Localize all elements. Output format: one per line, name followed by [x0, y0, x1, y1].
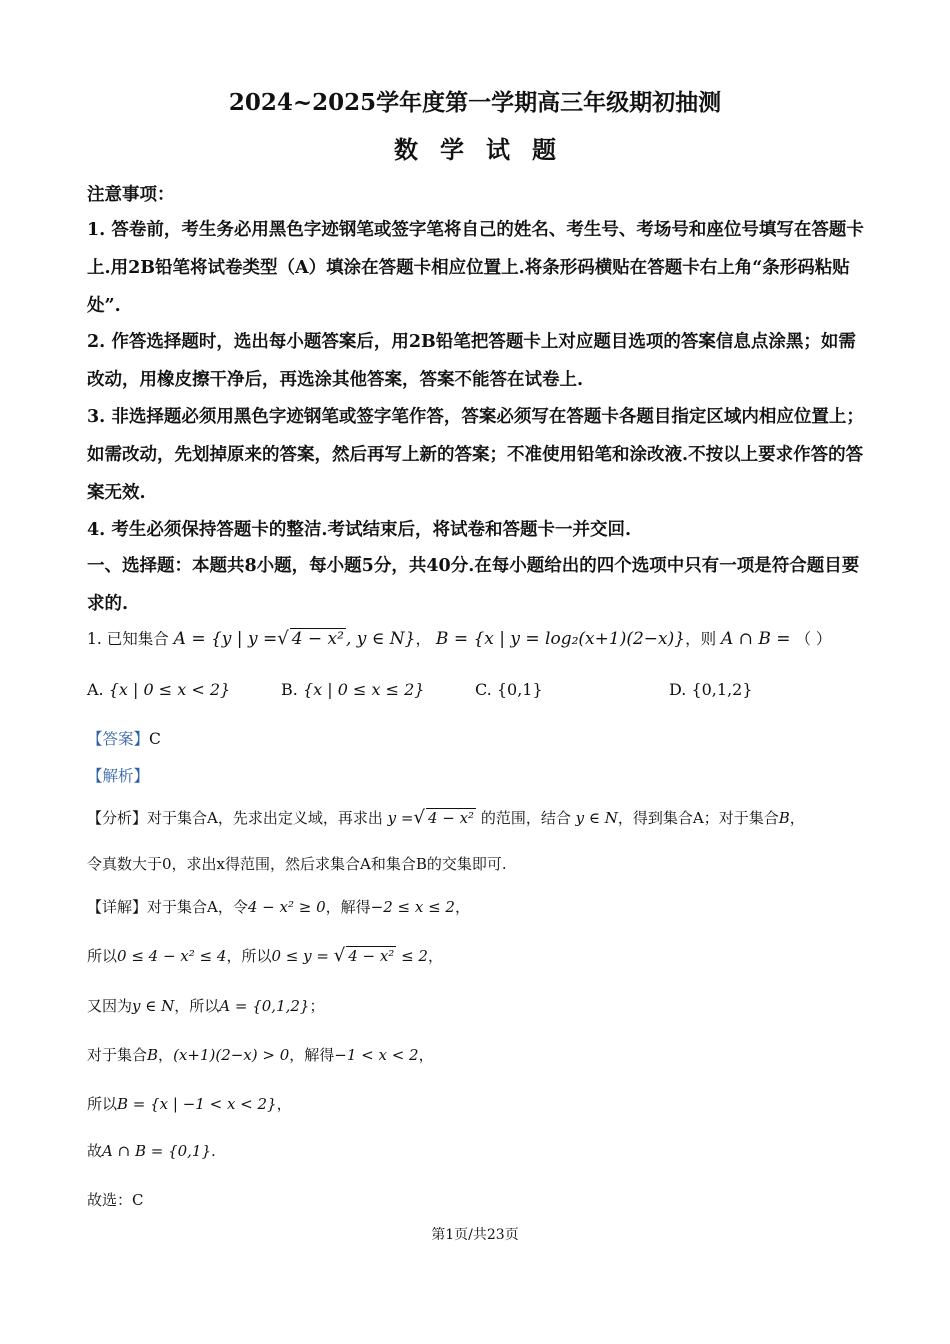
detail-line-5 [87, 1093, 292, 1114]
math-radicand: 4 − x² [427, 809, 475, 827]
option-b [281, 680, 424, 699]
set-a-rhs: , y ∈ N} [345, 629, 416, 649]
text: ； [309, 997, 325, 1015]
math: A ∩ B = {0,1} [102, 1142, 212, 1160]
math: y ∈ N [575, 809, 618, 827]
fenxi-tag: 【分析】 [87, 809, 148, 827]
option-b-label: B. [281, 680, 298, 699]
text: ， [276, 1095, 292, 1113]
math: A = {0,1,2} [219, 997, 310, 1015]
text: ， [418, 1046, 434, 1064]
note-item-3: 3. 非选择题必须用黑色字迹钢笔或签字笔作答，答案必须写在答题卡各题目指定区域内相应位置上；如需改动，先划掉原来的答案，然后再写上新的答案；不准使用铅笔和涂改液.不按以上要求作答的答案无效. [87, 407, 864, 503]
detail-line-4 [87, 1044, 434, 1065]
notes-heading: 注意事项： [87, 185, 175, 205]
math: B [147, 1046, 159, 1064]
text: ，解得 [289, 1046, 335, 1064]
exam-title: 2024~2025学年度第一学期高三年级期初抽测 [228, 89, 722, 116]
question-suffix: ，则 [685, 630, 717, 648]
question-sep: ， [415, 630, 431, 648]
text: ，所以 [174, 997, 220, 1015]
set-b: B = {x | y = log₂(x+1)(2−x)} [435, 629, 686, 649]
text: 对于集合A，先求出定义域，再求出 [147, 809, 383, 827]
section-heading: 一、选择题：本题共8小题，每小题5分，共40分.在每小题给出的四个选项中只有一项是符合题目要求的. [87, 556, 860, 614]
option-c-value: {0,1} [496, 680, 543, 699]
question-ask: A ∩ B = [721, 629, 791, 649]
detail-line-2 [87, 945, 443, 966]
text: 又因为 [87, 997, 133, 1015]
sqrt-icon: √ [333, 945, 346, 966]
math: y ∈ N [132, 997, 175, 1015]
option-a [87, 680, 230, 699]
option-c [475, 680, 543, 699]
note-item-2: 2. 作答选择题时，选出每小题答案后，用2B铅笔把答题卡上对应题目选项的答案信息点涂黑；如需改动，用橡皮擦干净后，再选涂其他答案，答案不能答在试卷上. [87, 332, 856, 390]
option-d [669, 680, 753, 699]
text: ，所以 [226, 947, 272, 965]
analysis-line-2: 令真数大于0，求出x得范围，然后求集合A和集合B的交集即可. [87, 855, 507, 873]
page-number: 第1页/共23页 [431, 1227, 519, 1243]
math: 0 ≤ y = [271, 947, 329, 965]
detail-line-1 [87, 896, 470, 917]
note-item-4: 4. 考生必须保持答题卡的整洁.考试结束后，将试卷和答题卡一并交回. [87, 520, 632, 540]
text: 所以 [87, 1095, 118, 1113]
xiangjie-tag: 【详解】 [87, 898, 148, 916]
detail-line-3 [87, 995, 325, 1016]
math: y = [387, 809, 414, 827]
set-a-lhs: A = {y | y = [173, 629, 278, 649]
math: 0 ≤ 4 − x² ≤ 4 [117, 947, 227, 965]
sqrt-icon: √ [277, 628, 289, 649]
option-b-value: {x | 0 ≤ x ≤ 2} [302, 680, 425, 699]
text: . [211, 1142, 216, 1160]
text: ， [158, 1046, 174, 1064]
math: (x+1)(2−x) > 0 [173, 1046, 290, 1064]
option-c-label: C. [475, 680, 492, 699]
text: ， [427, 947, 443, 965]
analysis-tag: 【解析】 [87, 767, 150, 785]
math: −2 ≤ x ≤ 2 [370, 898, 455, 916]
sqrt-icon: √ [413, 807, 425, 828]
math: B = {x | −1 < x < 2} [117, 1095, 277, 1113]
detail-line-7: 故选：C [87, 1191, 144, 1209]
math-radicand: 4 − x² [348, 947, 395, 965]
answer-value: C [149, 730, 161, 748]
question-prefix: 1. 已知集合 [87, 630, 169, 648]
math: B [778, 809, 790, 827]
math: 4 − x² ≥ 0 [247, 898, 326, 916]
exam-subtitle: 数学试题 [394, 135, 578, 164]
analysis-heading [87, 764, 149, 786]
question-1 [87, 627, 831, 649]
note-item-1: 1. 答卷前，考生务必用黑色字迹钢笔或签字笔将自己的姓名、考生号、考场号和座位号填写在答题卡上.用2B铅笔将试卷类型（A）填涂在答题卡相应位置上.将条形码横贴在答题卡右上角“条形码粘贴处”. [87, 220, 864, 316]
text: 故 [87, 1142, 103, 1160]
answer-paren: （ ） [795, 630, 832, 648]
option-a-value: {x | 0 ≤ x < 2} [108, 680, 231, 699]
answer-line [87, 727, 161, 749]
set-a-radicand: 4 − x² [291, 629, 344, 649]
math: ≤ 2 [401, 947, 428, 965]
option-d-value: {0,1,2} [691, 680, 753, 699]
detail-line-6 [87, 1140, 216, 1161]
option-a-label: A. [87, 680, 104, 699]
text: ，解得 [325, 898, 371, 916]
math: −1 < x < 2 [334, 1046, 419, 1064]
analysis-line-1 [87, 807, 805, 828]
text: 的范围，结合 [480, 809, 571, 827]
text: ， [789, 809, 805, 827]
text: ， [454, 898, 470, 916]
option-d-label: D. [669, 680, 687, 699]
answer-tag: 【答案】 [87, 730, 150, 748]
text: 所以 [87, 947, 118, 965]
text: 对于集合 [87, 1046, 148, 1064]
text: 对于集合A，令 [147, 898, 248, 916]
text: ，得到集合A；对于集合 [617, 809, 779, 827]
